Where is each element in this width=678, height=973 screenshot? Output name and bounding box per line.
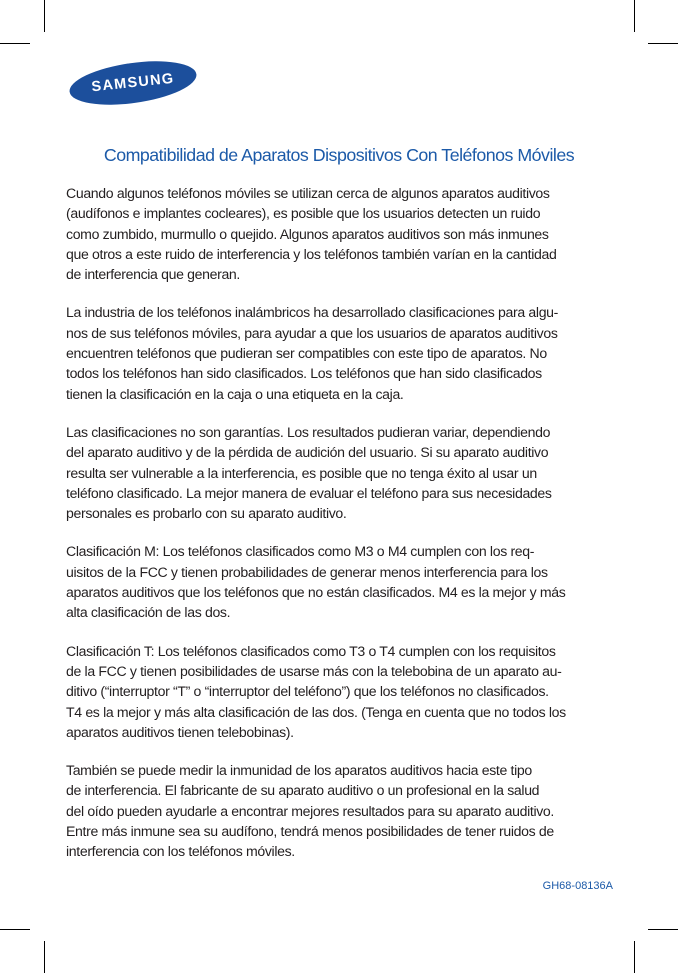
crop-mark-top-right-h [648,43,678,44]
paragraph-industry-ratings: La industria de los teléfonos inalámbricos ha desarrollado clasificaciones para algu- nos de sus teléfonos móviles, para ayudar a que los usuarios de aparatos auditivos encuentren teléfonos que pudieran ser compatibles con este tipo de aparatos. No todos los teléfonos han sido clasificados. Los teléfonos que han sido clasificados tienen la clasificación en la caja o una etiqueta en la caja. [66,304,559,402]
samsung-logo [67,60,199,106]
page-title: Compatibilidad de Aparatos Dispositivos Con Teléfonos Móviles [103,145,575,165]
document-body [66,183,626,880]
samsung-logo-text: SAMSUNG [90,70,176,96]
paragraph-immunity: También se puede medir la inmunidad de los aparatos auditivos hacia este tipo de interferencia. El fabricante de su aparato auditivo o un profesional en la salud del oído pueden ayudarle a encontrar mejores resultados para su aparato auditivo. Entre más inmune sea su audífono, tendrá menos posibilidades de tener ruidos de interferencia con los teléfonos móviles. [66,762,554,860]
crop-mark-bottom-left-v [44,941,45,973]
crop-mark-bottom-right-v [634,941,635,973]
crop-mark-bottom-left-h [0,929,30,930]
paragraph-no-guarantee: Las clasificaciones no son garantías. Los resultados pudieran variar, dependiendo del aparato auditivo y de la pérdida de audición del usuario. Si su aparato auditivo resulta ser vulnerable a la interferencia, es posible que no tenga éxito al usar un teléfono clasificado. La mejor manera de evaluar el teléfono para sus necesidades personales es probarlo con su aparato auditivo. [66,423,552,522]
crop-mark-bottom-right-h [648,929,678,930]
crop-mark-top-right-v [634,0,635,32]
crop-mark-top-left-h [0,43,30,44]
paragraph-intro: Cuando algunos teléfonos móviles se utilizan cerca de algunos aparatos auditivos (audífonos e implantes cocleares), es posible que los usuarios detecten un ruido como zumbido, murmullo o quejido. Algunos aparatos auditivos son más inmunes que otros a este ruido de interferencia y los teléfonos también varían en la cantidad de interferencia que generan. [66,185,557,283]
document-code: GH68-08136A [542,880,613,892]
paragraph-m-rating: Clasificación M: Los teléfonos clasificados como M3 o M4 cumplen con los req- uisitos de la FCC y tienen probabilidades de generar menos interferencia para los aparatos auditivos que los teléfonos que no están clasificados. M4 es la mejor y más alta clasificación de las dos. [66,543,566,621]
paragraph-t-rating: Clasificación T: Los teléfonos clasificados como T3 o T4 cumplen con los requisitos de la FCC y tienen posibilidades de usarse más con la telebobina de un aparato au- ditivo (“interruptor “T” o “interruptor del teléfono”) que los teléfonos no clasificados. T4 es la mejor y más alta clasificación de las dos. (Tenga en cuenta que no todos los aparatos auditivos tienen telebobinas). [66,642,566,740]
crop-mark-top-left-v [44,0,45,32]
